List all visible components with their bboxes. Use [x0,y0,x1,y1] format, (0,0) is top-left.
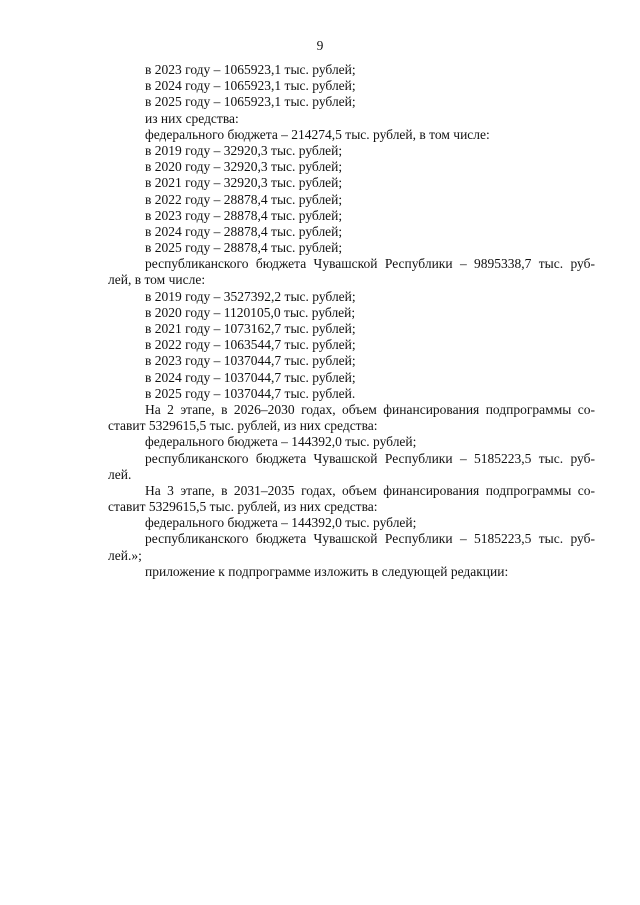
text-line: в 2024 году – 1065923,1 тыс. рублей; [145,78,356,94]
page-number: 9 [316,38,324,53]
text-line: из них средства: [145,110,239,126]
text-line: в 2021 году – 32920,3 тыс. рублей; [145,175,343,191]
document-body [108,62,595,580]
text-line: в 2023 году – 28878,4 тыс. рублей; [145,207,343,223]
text-line: На 2 этапе, в 2026–2030 годах, объем финансирования подпрограммы со- [145,401,595,417]
text-line: в 2025 году – 1065923,1 тыс. рублей; [145,94,356,110]
text-line: республиканского бюджета Чувашской Республики – 9895338,7 тыс. руб- [145,256,595,272]
text-line: в 2024 году – 28878,4 тыс. рублей; [145,223,343,239]
text-line: федерального бюджета – 144392,0 тыс. рублей; [145,434,417,450]
text-line: в 2020 году – 1120105,0 тыс. рублей; [145,304,356,320]
text-line: республиканского бюджета Чувашской Республики – 5185223,5 тыс. руб- [145,531,595,547]
text-line: ставит 5329615,5 тыс. рублей, из них средства: [108,418,378,434]
text-line: в 2024 году – 1037044,7 тыс. рублей; [145,369,356,385]
text-line: республиканского бюджета Чувашской Республики – 5185223,5 тыс. руб- [145,450,595,466]
text-line: в 2020 году – 32920,3 тыс. рублей; [145,159,343,175]
text-line: в 2025 году – 28878,4 тыс. рублей; [145,240,343,256]
text-line: ставит 5329615,5 тыс. рублей, из них средства: [108,499,378,515]
text-line: приложение к подпрограмме изложить в следующей редакции: [145,563,509,579]
text-line: в 2021 году – 1073162,7 тыс. рублей; [145,321,356,336]
text-line: лей. [108,466,132,482]
text-line: в 2023 году – 1065923,1 тыс. рублей; [145,62,356,77]
text-line: в 2019 году – 32920,3 тыс. рублей; [145,142,343,158]
text-line: в 2019 году – 3527392,2 тыс. рублей; [145,288,356,304]
text-line: в 2025 году – 1037044,7 тыс. рублей. [145,385,356,401]
text-line: федерального бюджета – 214274,5 тыс. рублей, в том числе: [145,126,490,142]
text-line: федерального бюджета – 144392,0 тыс. рублей; [145,515,417,531]
text-line: в 2022 году – 1063544,7 тыс. рублей; [145,337,356,353]
text-line: в 2022 году – 28878,4 тыс. рублей; [145,191,343,207]
text-line: На 3 этапе, в 2031–2035 годах, объем финансирования подпрограммы со- [145,482,595,498]
text-line: лей, в том числе: [108,272,206,288]
text-line: лей.»; [108,547,142,563]
text-line: в 2023 году – 1037044,7 тыс. рублей; [145,353,356,369]
